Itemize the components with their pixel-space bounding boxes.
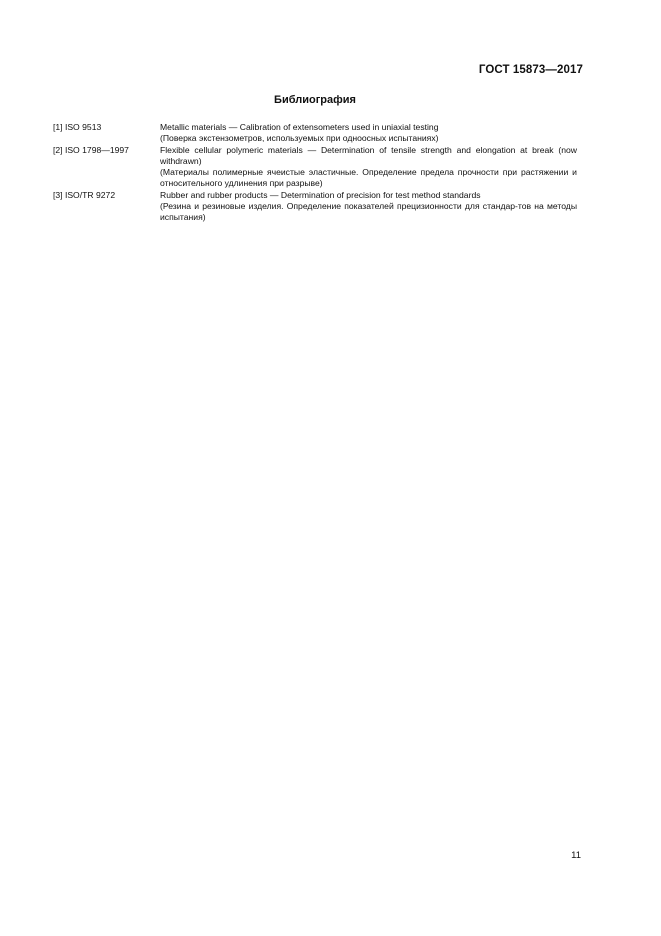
reference-id: [3] ISO/TR 9272 <box>53 190 116 200</box>
reference-title: Metallic materials — Calibration of extensometers used in uniaxial testing <box>160 122 439 132</box>
reference-translation: (Резина и резиновые изделия. Определение показателей прецизионности для стандар-тов на методы испытания) <box>160 201 577 222</box>
reference-text <box>160 190 577 223</box>
bibliography-entry <box>53 190 577 223</box>
reference-translation: (Материалы полимерные ячеистые эластичные. Определение предела прочности при растяжении и относительного удлинения при разрыве) <box>160 167 577 188</box>
reference-text <box>160 145 577 189</box>
reference-translation: (Поверка экстензометров, используемых при одноосных испытаниях) <box>160 133 439 143</box>
reference-title: Rubber and rubber products — Determination of precision for test method standards <box>160 190 481 200</box>
bibliography-entry <box>53 145 577 189</box>
reference-id: [1] ISO 9513 <box>53 122 102 132</box>
reference-id: [2] ISO 1798—1997 <box>53 145 129 155</box>
section-title: Библиография <box>274 94 356 106</box>
document-code: ГОСТ 15873—2017 <box>478 64 583 76</box>
reference-title: Flexible cellular polymeric materials — Determination of tensile strength and elongation at break (now withdrawn) <box>160 145 577 166</box>
page-number: 11 <box>571 850 581 861</box>
reference-text <box>160 122 577 144</box>
bibliography-list <box>53 122 577 223</box>
bibliography-entry <box>53 122 577 144</box>
